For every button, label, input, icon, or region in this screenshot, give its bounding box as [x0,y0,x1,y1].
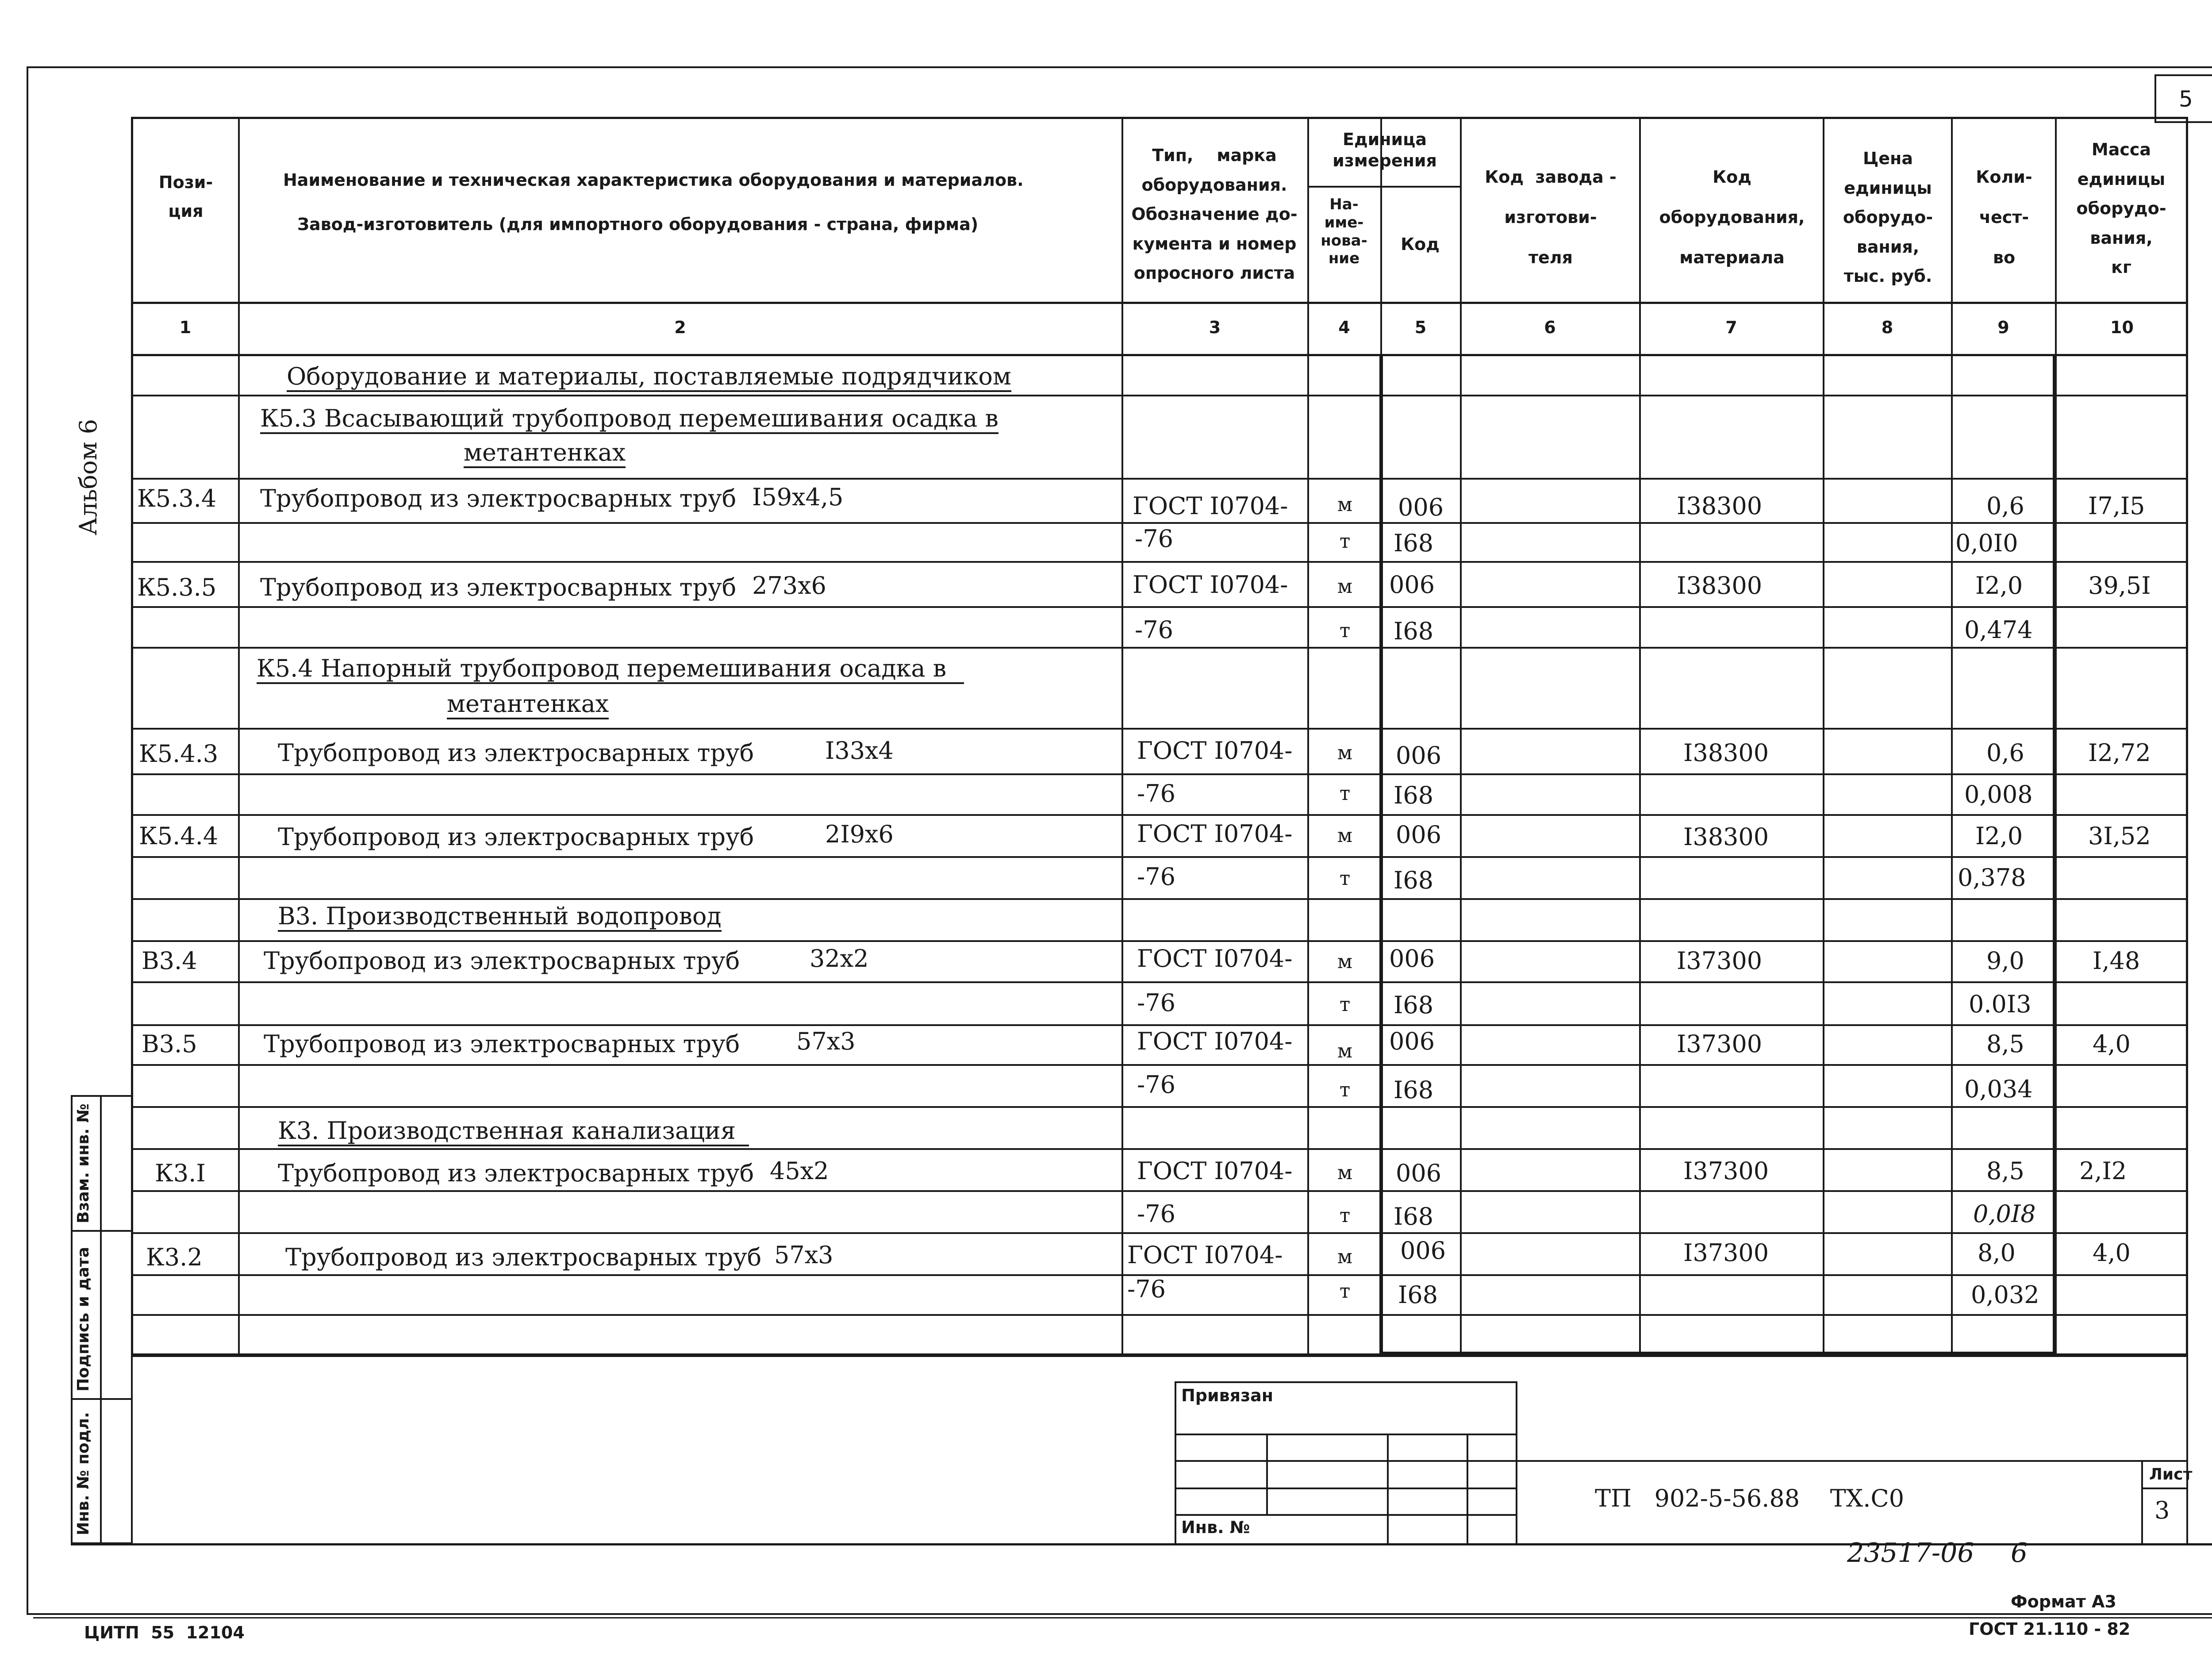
row-gost-cont: -76 [1137,1071,1175,1099]
row-unit1: м [1337,950,1353,973]
row-code1: 006 [1389,945,1435,972]
inv-no-label: Инв. № [1181,1518,1250,1537]
row-code1: 006 [1398,493,1444,521]
col-number-3: 3 [1209,318,1221,337]
row-gost: ГОСТ I0704- [1127,1241,1283,1269]
row-gost-cont: -76 [1137,780,1175,807]
section-k3: К3. Производственная канализация [278,1117,749,1146]
row-size: 57x3 [774,1241,833,1269]
section-k54-line2: метантенках [447,690,609,719]
album-label: Альбом 6 [74,419,102,535]
privyazan-line [1175,1434,1517,1435]
side-stamp-vzam: Взам. инв. № [74,1103,92,1223]
row-name: Трубопровод из электросварных труб [278,1159,754,1187]
row-pos: К5.3.4 [137,484,217,512]
row-gost-cont: -76 [1135,525,1173,553]
row-size: I59x4,5 [752,483,844,511]
row-code1: 006 [1389,1027,1435,1055]
handwritten-sheet: 6 [2011,1537,2028,1568]
row-unit1: м [1337,575,1353,598]
row-unit2: т [1339,993,1351,1016]
header-col1: Пози- ция [158,173,213,221]
footer-citp: ЦИТП 55 12104 [84,1623,245,1642]
row-qty2: 0,378 [1958,864,2026,892]
side-stamp-divider [71,1398,133,1400]
row-pos: К3.2 [146,1243,203,1271]
row-mass: I,48 [2093,947,2140,975]
row-pos: К5.4.3 [139,740,219,768]
designation-top-line [1517,1460,2188,1462]
privyazan-line [1175,1488,1517,1489]
row-unit1: м [1337,824,1353,847]
side-stamp-inv: Инв. № подл. [74,1412,92,1535]
row-pos: К3.I [155,1159,206,1187]
row-size: I33x4 [825,737,894,765]
row-name: Трубопровод из электросварных труб [264,1030,740,1058]
row-line [131,1355,2188,1357]
row-line [131,898,2188,900]
row-unit1: м [1337,1245,1353,1268]
privyazan-line [1175,1460,1517,1462]
row-qty2: 0.0I3 [1969,990,2032,1018]
row-gost: ГОСТ I0704- [1133,571,1288,599]
row-size: 273x6 [752,572,826,600]
row-qty2: 0,474 [1964,616,2033,644]
row-line [131,647,2188,649]
row-mass: 39,5I [2088,572,2151,600]
row-material-code: I38300 [1683,823,1769,851]
col-number-9: 9 [1997,318,2009,337]
row-mass: 4,0 [2093,1030,2131,1058]
row-unit2: т [1339,1204,1351,1227]
row-code2: I68 [1394,781,1434,809]
row-code2: I68 [1394,529,1434,557]
row-size: 2I9x6 [825,820,894,848]
row-material-code: I37300 [1683,1157,1769,1185]
row-code2: I68 [1394,991,1434,1019]
row-gost-cont: -76 [1135,616,1173,644]
row-qty1: 0,6 [1986,739,2024,767]
row-code1: 006 [1396,1159,1442,1187]
header-col7: Код оборудования, материала [1659,167,1805,268]
row-line [131,940,2188,942]
row-code2: I68 [1398,1281,1438,1309]
unit-split-line [1307,186,1460,188]
row-qty2: 0,008 [1964,780,2033,808]
section-k53-line2: метантенках [464,439,626,468]
row-gost-cont: -76 [1137,989,1175,1017]
handwritten-number: 23517-06 [1847,1537,1974,1568]
privyazan-col [1387,1434,1389,1545]
section-contractor: Оборудование и материалы, поставляемые подрядчиком [287,363,1011,392]
row-qty2: 0,0I0 [1955,529,2018,557]
row-name: Трубопровод из электросварных труб [264,947,740,975]
corner-sheet-number: 5 [2179,86,2193,112]
row-material-code: I37300 [1683,1239,1769,1267]
row-line [131,1148,2188,1150]
row-mass: 4,0 [2093,1239,2131,1267]
col-number-6: 6 [1544,318,1556,337]
row-gost-cont: -76 [1137,863,1175,891]
designation: ТП 902-5-56.88 ТХ.С0 [1595,1484,1905,1512]
privyazan-label: Привязан [1181,1386,1274,1405]
sheet-left-line [131,1355,133,1544]
row-qty1: 9,0 [1986,947,2024,975]
row-qty1: 8,5 [1986,1030,2024,1058]
row-unit1: м [1337,493,1353,516]
row-name: Трубопровод из электросварных труб [278,739,754,767]
row-code2: I68 [1394,866,1434,894]
header-col45: Единица измерения [1333,130,1437,170]
header-col10: Масса единицы оборудо- вания, кг [2076,140,2166,277]
privyazan-col [1467,1434,1468,1545]
row-gost: ГОСТ I0704- [1137,945,1293,972]
row-code2: I68 [1394,617,1434,645]
col-number-10: 10 [2110,318,2134,337]
row-line [131,1064,2188,1066]
row-code1: 006 [1389,571,1435,599]
row-material-code: I37300 [1677,947,1763,975]
row-mass: I7,I5 [2088,492,2145,520]
row-code2: I68 [1394,1076,1434,1104]
header-col9: Коли- чест- во [1976,167,2032,268]
header-bottom-line [131,302,2188,304]
row-qty1: 8,5 [1986,1157,2024,1185]
row-size: 32x2 [810,945,869,972]
row-gost: ГОСТ I0704- [1137,820,1293,848]
row-material-code: I38300 [1677,492,1763,520]
row-line [131,981,2188,983]
section-k54-line1: К5.4 Напорный трубопровод перемешивания осадка в [257,655,964,684]
row-name: Трубопровод из электросварных труб [278,823,754,851]
side-stamp-divider [100,1095,102,1544]
row-name: Трубопровод из электросварных труб [260,573,737,601]
row-qty2: 0,032 [1971,1281,2039,1309]
side-stamp-podpis: Подпись и дата [74,1247,92,1391]
row-line [131,814,2188,816]
row-line [131,1190,2188,1192]
row-gost-cont: -76 [1127,1275,1166,1303]
side-stamp-divider [71,1230,133,1232]
row-gost: ГОСТ I0704- [1133,492,1288,520]
privyazan-line [1175,1514,1517,1516]
colnum-bottom-line [131,354,2188,356]
row-line [131,773,2188,775]
row-qty1: I2,0 [1975,572,2023,600]
row-pos: К5.3.5 [137,573,217,601]
header-col5: Код [1401,234,1440,254]
row-unit2: т [1339,782,1351,805]
list-divider [2141,1460,2143,1544]
col-number-4: 4 [1338,318,1350,337]
row-line [131,606,2188,608]
row-line [131,522,2188,524]
row-qty1: I2,0 [1975,822,2023,850]
col-number-8: 8 [1881,318,1893,337]
row-line [131,1106,2188,1108]
row-material-code: I37300 [1677,1030,1763,1058]
section-b3: В3. Производственный водопровод [278,903,722,932]
row-mass: I2,72 [2088,739,2151,767]
row-pos: В3.4 [142,947,197,975]
header-col8: Цена единицы оборудо- вания, тыс. руб. [1843,149,1933,286]
row-code1: 006 [1400,1237,1446,1265]
row-line [131,395,2188,396]
header-col2-line2: Завод-изготовитель (для импортного оборудования - страна, фирма) [297,215,979,234]
row-unit1: м [1337,1040,1353,1062]
row-line [131,478,2188,480]
row-pos: В3.5 [142,1030,197,1058]
row-name: Трубопровод из электросварных труб [260,484,737,512]
section-k53-line1: К5.3 Всасывающий трубопровод перемешивания осадка в [260,405,998,434]
col-number-7: 7 [1725,318,1737,337]
row-unit1: м [1337,742,1353,764]
row-qty2: 0,034 [1964,1075,2033,1103]
row-unit2: т [1339,1280,1351,1303]
row-line [131,1232,2188,1234]
list-label: Лист [2149,1465,2193,1484]
footer-gost: ГОСТ 21.110 - 82 [1969,1619,2131,1639]
row-unit2: т [1339,530,1351,553]
privyazan-col [1266,1434,1268,1514]
row-code1: 006 [1396,821,1442,849]
header-col6: Код завода - изготови- теля [1485,167,1617,268]
list-value: 3 [2154,1496,2170,1524]
row-line [131,561,2188,563]
row-gost: ГОСТ I0704- [1137,1157,1293,1185]
row-line [131,1024,2188,1026]
row-mass: 2,I2 [2079,1157,2127,1185]
row-size: 57x3 [796,1027,856,1055]
row-line [131,856,2188,858]
row-gost: ГОСТ I0704- [1137,1027,1293,1055]
row-unit1: м [1337,1161,1353,1184]
row-code2: I68 [1394,1203,1434,1230]
col-number-2: 2 [674,318,686,337]
row-qty2: 0,0I8 [1973,1200,2036,1228]
row-material-code: I38300 [1683,739,1769,767]
row-unit2: т [1339,619,1351,642]
footer-rule [33,1617,2212,1618]
thick-line [2053,354,2056,1356]
list-divider [2141,1488,2188,1489]
row-qty1: 0,6 [1986,492,2024,520]
col-number-1: 1 [179,318,192,337]
row-size: 45x2 [770,1157,829,1185]
row-line [131,1314,2188,1316]
header-col3: Тип, марка оборудования. Обозначение до- кумента и номер опросного листа [1131,146,1298,283]
row-material-code: I38300 [1677,572,1763,600]
header-col2-line1: Наименование и техническая характеристика оборудования и материалов. [283,170,1024,190]
footer-format: Формат А3 [2011,1592,2116,1611]
row-pos: К5.4.4 [139,822,219,850]
row-gost: ГОСТ I0704- [1137,737,1293,765]
row-mass: 3I,52 [2088,822,2151,850]
row-unit2: т [1339,867,1351,890]
sheet-right-line [2186,1355,2188,1544]
row-qty1: 8,0 [1978,1239,2016,1267]
row-unit2: т [1339,1079,1351,1101]
row-gost-cont: -76 [1137,1200,1175,1228]
row-code1: 006 [1396,742,1442,769]
header-col4: На- име- нова- ние [1321,196,1367,268]
row-name: Трубопровод из электросварных труб [285,1243,762,1271]
row-line [131,728,2188,730]
col-number-5: 5 [1414,318,1427,337]
